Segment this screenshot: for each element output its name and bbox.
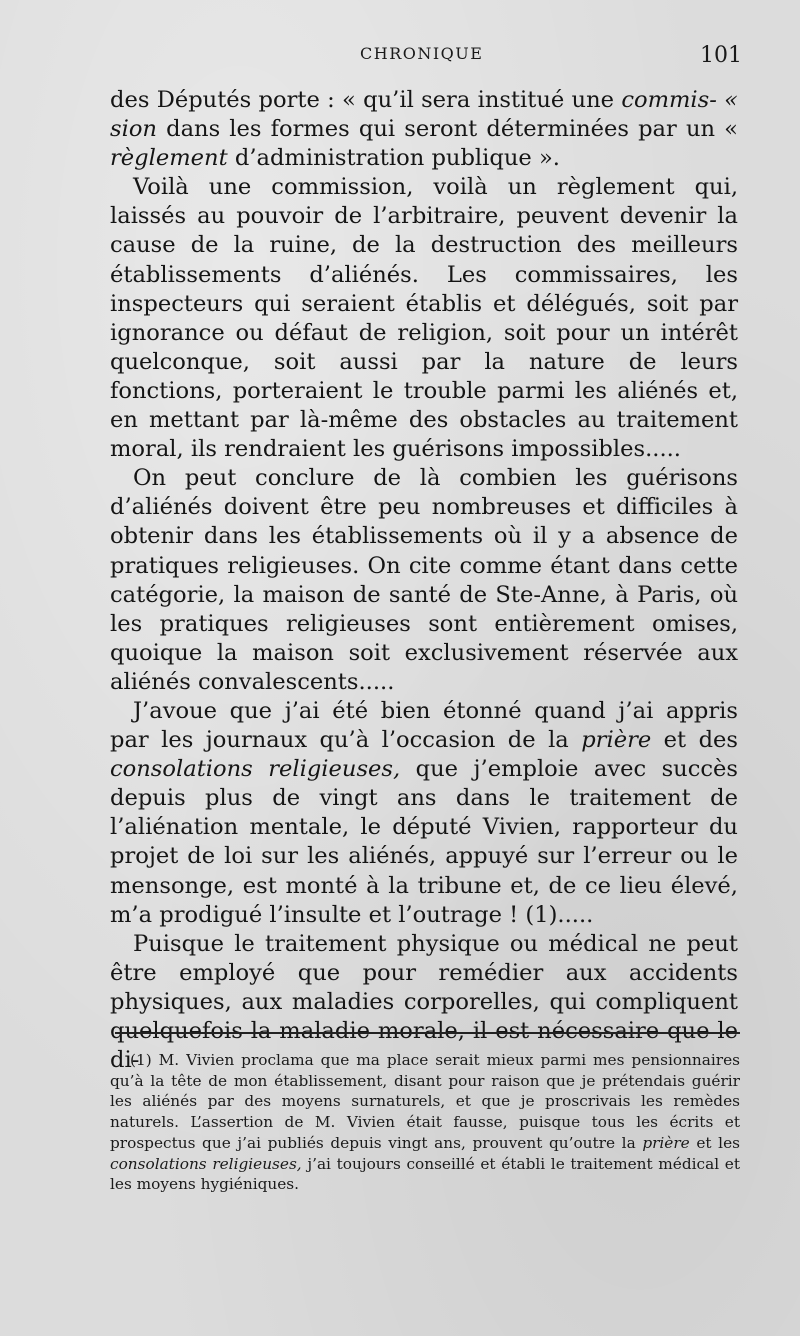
paragraph-2: Voilà une commission, voilà un règlement qui, laissés au pouvoir de l’arbitraire, peuvent devenir la cause de la ruine, de la destruction des meilleurs établissements d’aliénés. Les commissaires, les inspecteurs qui seraient établis et délégués, soit par ignorance ou défaut de religion, soit pour un intérêt quelconque, soit aussi par la nature de leurs fonctions, porteraient le trouble parmi les aliénés et, en mettant par là-même des obstacles au traitement moral, ils rendraient les guérisons impossibles..... (110, 174, 738, 463)
footnote-1 (110, 1050, 740, 1195)
footnote-italic-priere: prière (642, 1133, 690, 1152)
paragraph-4-text-c: et des (651, 727, 738, 754)
footnote-text-e: j’ai toujours conseillé et établi le traitement médical et les moyens hygiéniques. (110, 1154, 740, 1194)
paragraph-4-text-a: J’avoue que j’ai été bien étonné quand j’ai appris par les journaux qu’à l’occasion de la (110, 697, 738, 754)
footnote-italic-consolations: consolations religieuses, (110, 1154, 302, 1173)
paragraph-4-italic-priere: prière (581, 727, 652, 754)
paragraph-1-text-c: dans les formes qui seront déterminées par un « (156, 116, 738, 143)
body-text (110, 86, 738, 1075)
footnote (110, 1050, 740, 1195)
paragraph-3: On peut conclure de là combien les guérisons d’aliénés doivent être peu nombreuses et difficiles à obtenir dans les établissements où il y a absence de pratiques religieuses. On cite comme étant dans cette catégorie, la maison de santé de Ste-Anne, à Paris, où les pratiques religieuses sont entièrement omises, quoique la maison soit exclusivement réservée aux aliénés convalescents..... (110, 465, 738, 695)
paragraph-4-text-e: que j’emploie avec succès depuis plus de vingt ans dans le traitement de l’aliénation mentale, le député Vivien, rapporteur du projet de loi sur les aliénés, appuyé sur l’erreur ou le mensonge, est monté à la tribune et, de ce lieu élevé, m’a prodigué l’insulte et l’outrage ! (1)..... (110, 756, 738, 928)
footnote-text-c: et les (689, 1133, 740, 1152)
footnote-text-a: (1) M. Vivien proclama que ma place serait mieux parmi mes pensionnaires qu’à la tête de mon établissement, disant pour raison que je prétendais guérir les aliénés par des moyens surnaturels, et que je proscrivais les remèdes naturels. L’assertion de M. Vivien était fausse, puisque tous les écrits et prospectus que j’ai publiés depuis vingt ans, prouvent qu’outre la (110, 1051, 740, 1152)
paragraph-5: Puisque le traitement physique ou médical ne peut être employé que pour remédier aux accidents physiques, aux maladies corporelles, qui compliquent quelquefois la maladie morale, il est nécessaire que le di- (110, 930, 738, 1074)
paragraph-1 (110, 86, 738, 173)
paragraph-1-italic-commission: commis- « sion (110, 87, 738, 143)
paragraph-1-text-a: des Députés porte : « qu’il sera institué une (110, 87, 622, 113)
running-head: CHRONIQUE (360, 44, 484, 63)
page-number: 101 (700, 43, 742, 68)
paragraph-1-text-e: d’administration publique ». (227, 145, 560, 172)
paragraph-4 (110, 697, 738, 930)
footnote-divider (115, 1032, 740, 1034)
paragraph-4-italic-consolations: consolations religieuses, (110, 756, 401, 783)
paragraph-1-italic-reglement: règlement (110, 145, 228, 172)
